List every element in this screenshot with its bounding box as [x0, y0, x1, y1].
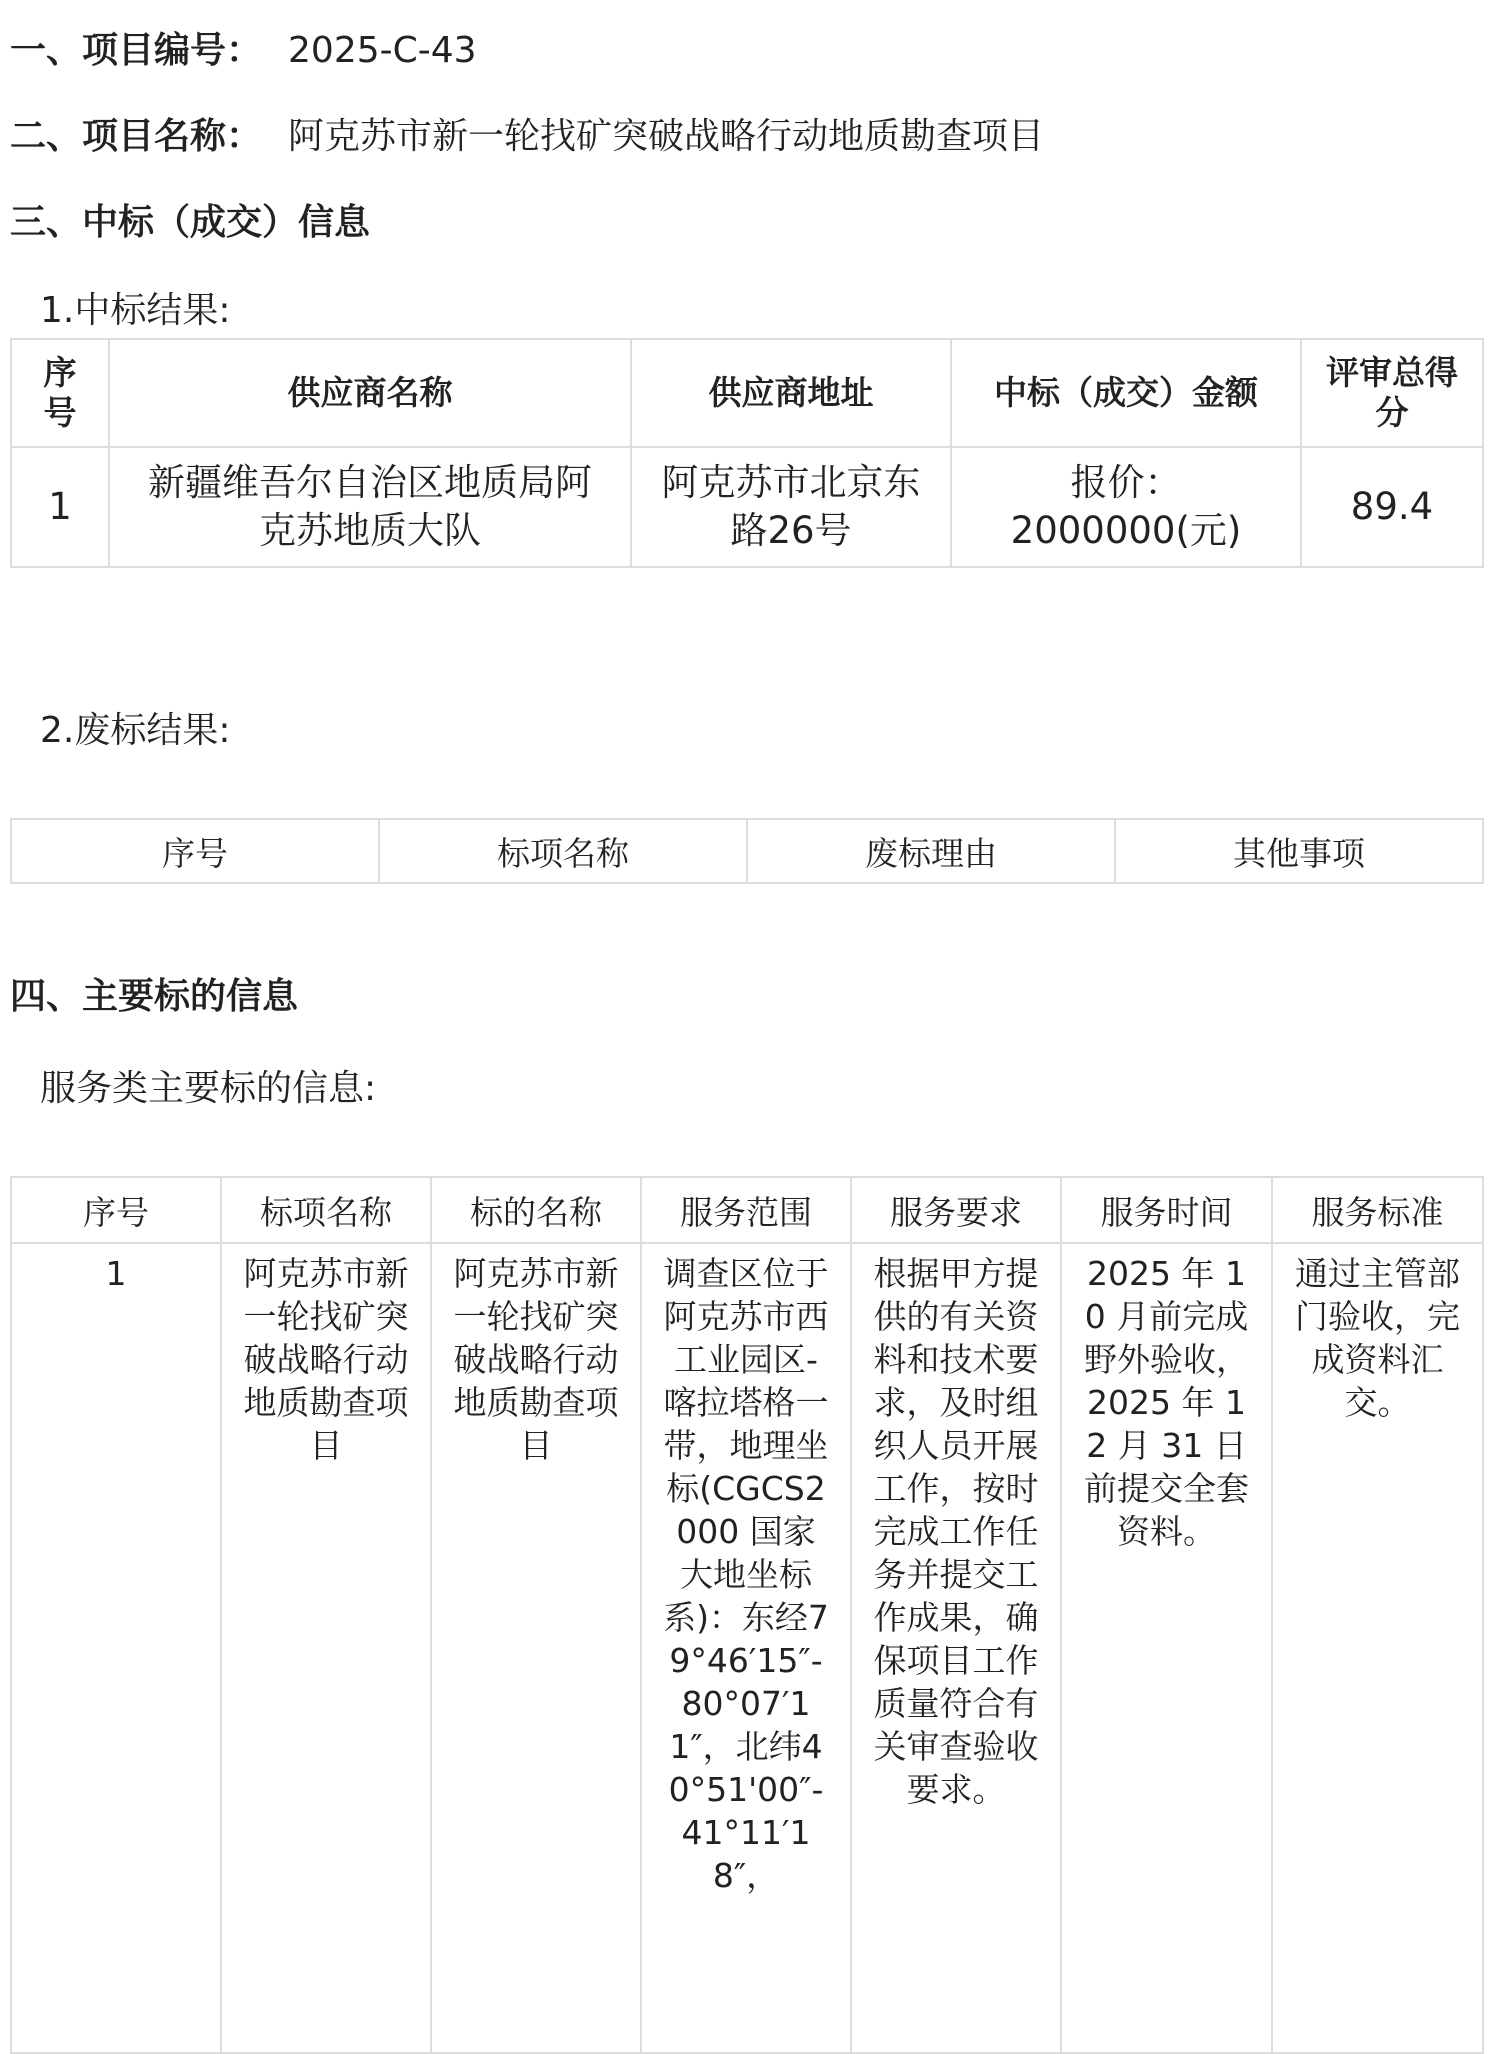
rejection-result-label: 2.废标结果:	[40, 710, 231, 751]
column-header: 服务时间	[1061, 1177, 1272, 1243]
project-name-line	[10, 108, 1044, 159]
award-info-heading: 三、中标（成交）信息	[10, 202, 371, 243]
cell-text: 根据甲方提供的有关资料和技术要求，及时组织人员开展工作，按时完成工作任务并提交工作成果，确保项目工作质量符合有关审查验收要求。	[873, 1254, 1039, 1809]
column-header: 标的名称	[431, 1177, 641, 1243]
table-cell	[1272, 1243, 1483, 2053]
column-header: 序号	[11, 819, 379, 883]
cell-text: 2025 年 10 月前完成野外验收，2025 年 12 月 31 日前提交全套资料。	[1084, 1254, 1249, 1551]
project-name-label: 二、项目名称：	[10, 116, 263, 157]
table-header-row	[11, 1177, 1483, 1243]
project-number-value: 2025-C-43	[288, 30, 477, 71]
table-cell	[1061, 1243, 1272, 2053]
cell-text: 通过主管部门验收，完成资料汇交。	[1295, 1254, 1460, 1422]
service-info-label: 服务类主要标的信息:	[40, 1068, 377, 1109]
column-header: 服务标准	[1272, 1177, 1483, 1243]
column-header: 评审总得分	[1301, 339, 1483, 447]
column-header: 标项名称	[221, 1177, 431, 1243]
cell-text: 阿克苏市新一轮找矿突破战略行动地质勘查项目	[453, 1254, 619, 1465]
column-header: 供应商名称	[109, 339, 631, 447]
column-header: 其他事项	[1115, 819, 1483, 883]
table-cell: 1	[11, 447, 109, 567]
table-header-row	[11, 339, 1483, 447]
rejection-result-table	[10, 818, 1484, 884]
service-info-table	[10, 1176, 1484, 2054]
column-header: 废标理由	[747, 819, 1115, 883]
table-cell	[641, 1243, 851, 2053]
table-cell	[11, 1243, 221, 2053]
table-cell	[851, 1243, 1061, 2053]
column-header: 标项名称	[379, 819, 747, 883]
project-name-value: 阿克苏市新一轮找矿突破战略行动地质勘查项目	[288, 116, 1045, 157]
column-header: 序号	[11, 339, 109, 447]
table-cell: 报价：2000000(元)	[951, 447, 1301, 567]
table-cell: 89.4	[1301, 447, 1483, 567]
project-number-label: 一、项目编号：	[10, 30, 263, 71]
award-result-table	[10, 338, 1484, 568]
cell-text: 阿克苏市新一轮找矿突破战略行动地质勘查项目	[243, 1254, 409, 1465]
column-header: 服务范围	[641, 1177, 851, 1243]
column-header: 供应商地址	[631, 339, 951, 447]
table-cell: 阿克苏市北京东路26号	[631, 447, 951, 567]
table-cell: 新疆维吾尔自治区地质局阿克苏地质大队	[109, 447, 631, 567]
main-subject-heading: 四、主要标的信息	[10, 976, 299, 1017]
award-result-label: 1.中标结果:	[40, 290, 231, 331]
table-row	[11, 1243, 1483, 2053]
column-header: 序号	[11, 1177, 221, 1243]
table-header-row	[11, 819, 1483, 883]
cell-text: 调查区位于阿克苏市西工业园区-喀拉塔格一带，地理坐标(CGCS2000 国家大地坐标系)：东经79°46′15″-80°07′11″，北纬40°51'00″-41°11′18″，	[663, 1254, 829, 1895]
cell-text: 1	[105, 1254, 127, 1293]
table-cell	[431, 1243, 641, 2053]
table-row	[11, 447, 1483, 567]
table-cell	[221, 1243, 431, 2053]
column-header: 服务要求	[851, 1177, 1061, 1243]
project-number-line	[10, 22, 477, 73]
column-header: 中标（成交）金额	[951, 339, 1301, 447]
